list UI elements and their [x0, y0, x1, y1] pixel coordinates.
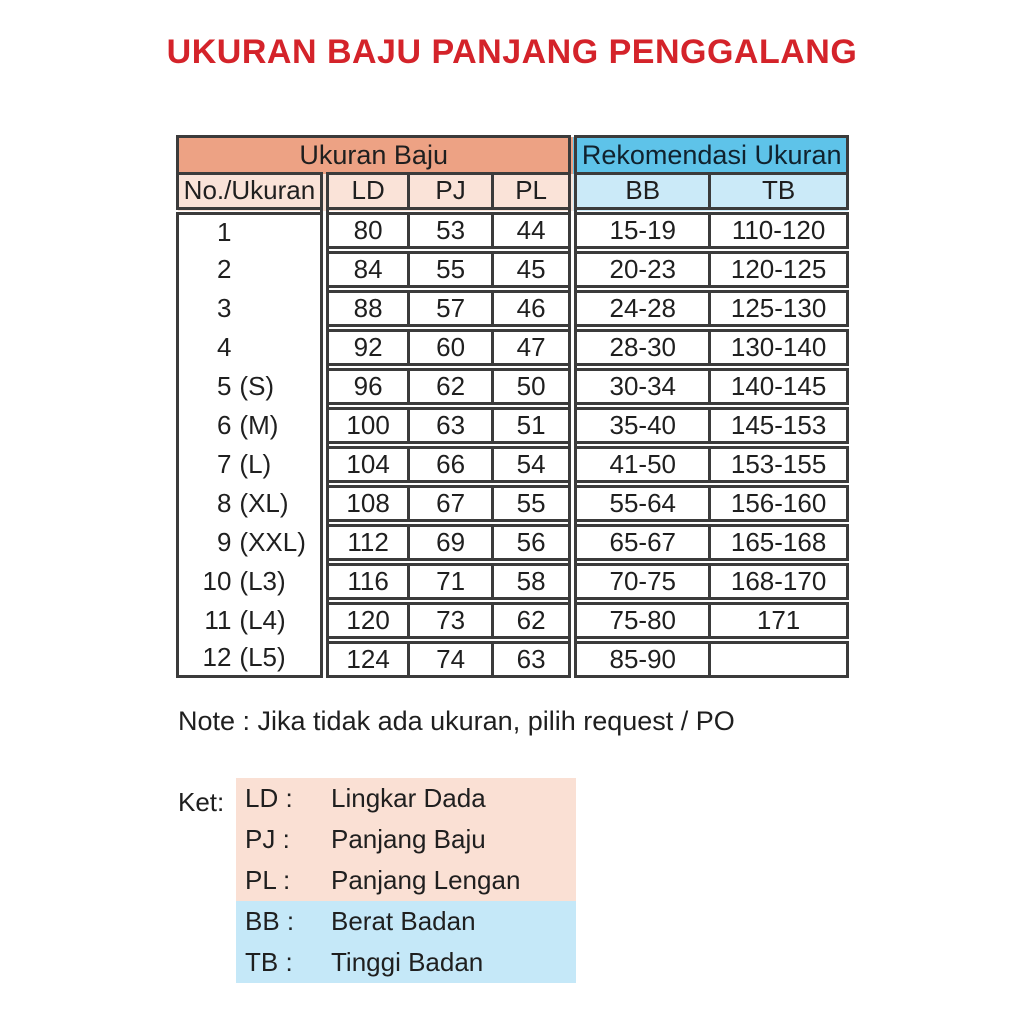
cell-bb: 24-28 [573, 289, 710, 328]
group-header-rekomendasi-ukuran: Rekomendasi Ukuran [573, 137, 848, 174]
column-header-no-ukuran: No./Ukuran [178, 174, 325, 211]
cell-pl: 56 [492, 523, 573, 562]
cell-no: 5 (S) [216, 370, 275, 401]
cell-pj: 71 [409, 562, 492, 601]
cell-tb: 156-160 [710, 484, 848, 523]
table-row [178, 250, 848, 289]
cell-pl: 51 [492, 406, 573, 445]
cell-pl: 54 [492, 445, 573, 484]
cell-ld: 124 [324, 640, 409, 677]
cell-tb: 145-153 [710, 406, 848, 445]
table-row [178, 523, 848, 562]
note-text: Note : Jika tidak ada ukuran, pilih request / PO [178, 706, 735, 736]
cell-bb: 28-30 [573, 328, 710, 367]
cell-pj: 57 [409, 289, 492, 328]
cell-ld: 116 [324, 562, 409, 601]
cell-bb: 75-80 [573, 601, 710, 640]
cell-tb: 153-155 [710, 445, 848, 484]
cell-bb: 70-75 [573, 562, 710, 601]
cell-pl: 58 [492, 562, 573, 601]
legend-label: Ket: [178, 787, 225, 817]
legend-item-bb: BB : Berat Badan [236, 901, 576, 942]
cell-no: 9 (XXL) [216, 526, 306, 557]
legend-item-pl: PL : Panjang Lengan [236, 860, 576, 901]
table-row [178, 562, 848, 601]
cell-pl: 45 [492, 250, 573, 289]
legend-item-ld: LD : Lingkar Dada [236, 778, 576, 819]
cell-tb: 120-125 [710, 250, 848, 289]
cell-no: 10 (L3) [202, 565, 286, 596]
page-title: UKURAN BAJU PANJANG PENGGALANG [166, 33, 858, 71]
table-row [178, 328, 848, 367]
cell-ld: 100 [324, 406, 409, 445]
cell-tb: 130-140 [710, 328, 848, 367]
cell-pl: 46 [492, 289, 573, 328]
table-row [178, 289, 848, 328]
cell-ld: 96 [324, 367, 409, 406]
cell-bb: 15-19 [573, 211, 710, 250]
cell-pj: 67 [409, 484, 492, 523]
cell-pj: 73 [409, 601, 492, 640]
cell-no: 12 (L5) [202, 641, 286, 672]
cell-pj: 69 [409, 523, 492, 562]
cell-tb: 110-120 [710, 211, 848, 250]
cell-ld: 112 [324, 523, 409, 562]
cell-tb: 165-168 [710, 523, 848, 562]
cell-pj: 60 [409, 328, 492, 367]
cell-ld: 104 [324, 445, 409, 484]
cell-no: 7 (L) [216, 448, 272, 479]
column-header-pj: PJ [409, 174, 492, 211]
cell-tb: 125-130 [710, 289, 848, 328]
column-header-pl: PL [492, 174, 573, 211]
cell-pj: 53 [409, 211, 492, 250]
cell-bb: 65-67 [573, 523, 710, 562]
table-row [178, 640, 848, 677]
cell-bb: 85-90 [573, 640, 710, 677]
table-row [178, 484, 848, 523]
column-header-bb: BB [573, 174, 710, 211]
size-chart-table [176, 135, 849, 678]
cell-no: 2 [216, 253, 232, 284]
cell-tb: 171 [710, 601, 848, 640]
cell-no: 1 [178, 211, 325, 250]
cell-pj: 55 [409, 250, 492, 289]
cell-no: 3 [216, 292, 232, 323]
cell-pl: 62 [492, 601, 573, 640]
cell-ld: 84 [324, 250, 409, 289]
cell-no: 6 (M) [216, 409, 279, 440]
cell-pl: 50 [492, 367, 573, 406]
cell-tb [710, 640, 848, 677]
cell-no: 4 [216, 331, 232, 362]
table-row [178, 445, 848, 484]
cell-no: 8 (XL) [216, 487, 289, 518]
cell-pl: 63 [492, 640, 573, 677]
legend-item-tb: TB : Tinggi Badan [236, 942, 576, 983]
column-header-ld: LD [324, 174, 409, 211]
cell-ld: 80 [324, 211, 409, 250]
cell-ld: 92 [324, 328, 409, 367]
cell-pl: 55 [492, 484, 573, 523]
cell-ld: 108 [324, 484, 409, 523]
table-row [178, 211, 848, 250]
cell-no: 11 (L4) [204, 604, 286, 635]
column-header-row [178, 174, 848, 211]
group-header-ukuran-baju: Ukuran Baju [178, 137, 573, 174]
cell-pl: 44 [492, 211, 573, 250]
column-header-tb: TB [710, 174, 848, 211]
table-row [178, 601, 848, 640]
cell-ld: 120 [324, 601, 409, 640]
cell-tb: 168-170 [710, 562, 848, 601]
cell-bb: 20-23 [573, 250, 710, 289]
cell-pj: 62 [409, 367, 492, 406]
table-row [178, 406, 848, 445]
cell-tb: 140-145 [710, 367, 848, 406]
cell-pj: 74 [409, 640, 492, 677]
cell-bb: 55-64 [573, 484, 710, 523]
cell-pl: 47 [492, 328, 573, 367]
cell-ld: 88 [324, 289, 409, 328]
table-row [178, 367, 848, 406]
legend [236, 778, 576, 983]
cell-bb: 30-34 [573, 367, 710, 406]
cell-pj: 66 [409, 445, 492, 484]
cell-bb: 41-50 [573, 445, 710, 484]
cell-bb: 35-40 [573, 406, 710, 445]
group-header-row [178, 137, 848, 174]
cell-pj: 63 [409, 406, 492, 445]
legend-item-pj: PJ : Panjang Baju [236, 819, 576, 860]
